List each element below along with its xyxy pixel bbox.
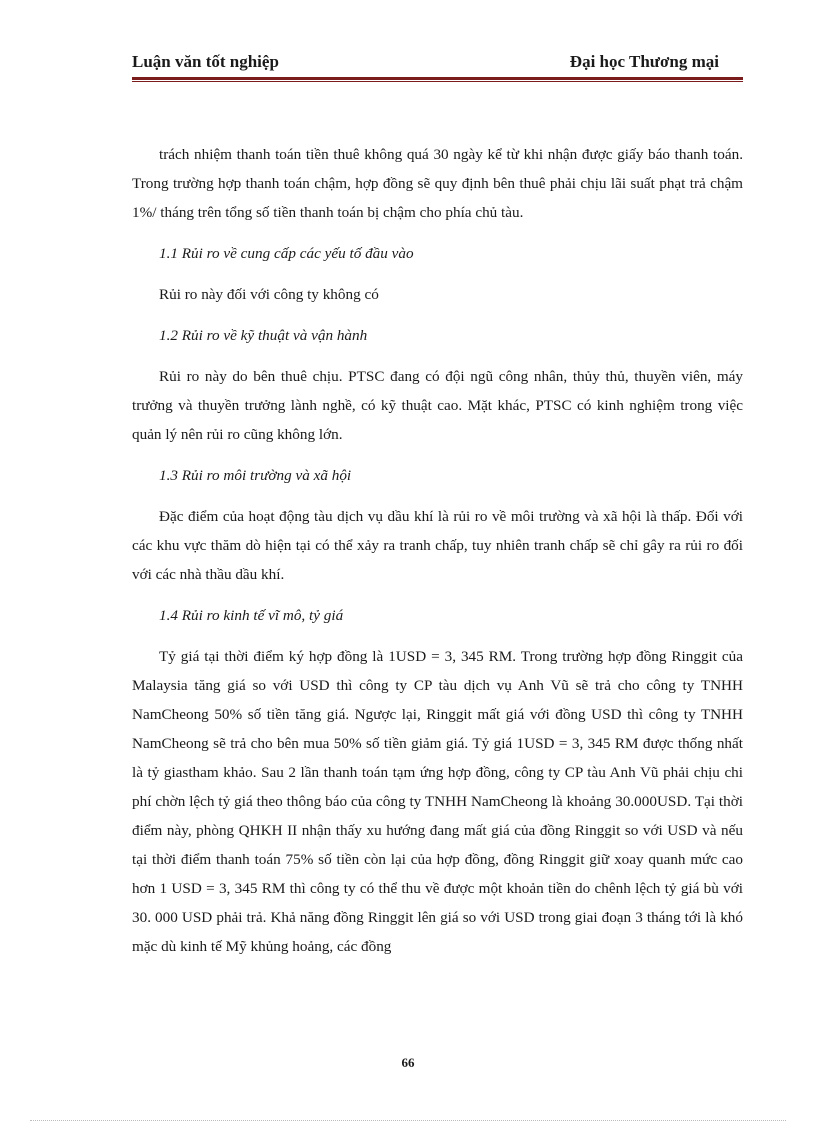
section-heading-environment-risk: 1.3 Rủi ro môi trường và xã hội bbox=[159, 467, 352, 484]
section-heading-macro-risk: 1.4 Rủi ro kinh tế vĩ mô, tỷ giá bbox=[159, 607, 344, 624]
section-heading-input-risk: 1.1 Rủi ro về cung cấp các yếu tố đầu vào bbox=[159, 245, 414, 262]
paragraph-environment-risk: Đặc điểm của hoạt động tàu dịch vụ dầu khí là rủi ro về môi trường và xã hội là thấp. Đối với các khu vực thăm dò hiện tại có thể xảy ra tranh chấp, tuy nhiên tranh chấp sẽ chỉ gây ra rủi ro đối với các nhà thầu dầu khí. bbox=[132, 508, 743, 583]
header-university-name: Đại học Thương mại bbox=[569, 52, 719, 71]
header-rule-thick bbox=[132, 77, 743, 80]
page-header bbox=[132, 52, 719, 76]
paragraph-macro-risk: Tỷ giá tại thời điểm ký hợp đồng là 1USD = 3, 345 RM. Trong trường hợp đồng Ringgit của Malaysia tăng giá so với USD thì công ty CP tàu dịch vụ Anh Vũ sẽ trả cho công ty TNHH NamCheong 50% số tiền tăng giá. Ngược lại, Ringgit mất giá với đồng USD thì công ty TNHH NamCheong sẽ trả cho bên mua 50% số tiền giảm giá. Tỷ giá 1USD = 3, 345 RM được thống nhất là tỷ giastham khảo. Sau 2 lần thanh toán tạm ứng hợp đồng, công ty CP tàu Anh Vũ phải chịu chi phí chờn lệch tỷ giá theo thông báo của công ty TNHH NamCheong là khoảng 30.000USD. Tại thời điểm này, phòng QHKH II nhận thấy xu hướng đang mất giá của đồng Ringgit so với USD và nếu tại thời điểm thanh toán 75% số tiền còn lại của hợp đồng, đồng Ringgit giữ xoay quanh mức cao hơn 1 USD = 3, 345 RM thì công ty có thể thu về được một khoản tiền do chênh lệch tỷ giá bù với 30. 000 USD phải trả. Khả năng đồng Ringgit lên giá so với USD trong giai đoạn 3 tháng tới là khó mặc dù kinh tế Mỹ khủng hoảng, các đồng bbox=[132, 648, 743, 955]
footer-dotted-line bbox=[30, 1120, 786, 1121]
header-rule-thin bbox=[132, 81, 743, 82]
paragraph-input-risk: Rủi ro này đối với công ty không có bbox=[159, 286, 379, 303]
paragraph-technical-risk: Rủi ro này do bên thuê chịu. PTSC đang có đội ngũ công nhân, thủy thủ, thuyền viên, máy trưởng và thuyền trưởng lành nghề, có kỹ thuật cao. Mặt khác, PTSC có kinh nghiệm trong việc quản lý nên rủi ro cũng không lớn. bbox=[132, 368, 743, 443]
header-thesis-title: Luận văn tốt nghiệp bbox=[132, 52, 279, 71]
page-number: 66 bbox=[401, 1055, 415, 1070]
paragraph-payment-terms: trách nhiệm thanh toán tiền thuê không quá 30 ngày kể từ khi nhận được giấy báo thanh toán. Trong trường hợp thanh toán chậm, hợp đồng sẽ quy định bên thuê phải chịu lãi suất phạt trả chậm 1%/ tháng trên tổng số tiền thanh toán bị chậm cho phía chủ tàu. bbox=[132, 146, 743, 221]
document-body bbox=[132, 140, 743, 961]
section-heading-technical-risk: 1.2 Rủi ro về kỹ thuật và vận hành bbox=[159, 327, 368, 344]
